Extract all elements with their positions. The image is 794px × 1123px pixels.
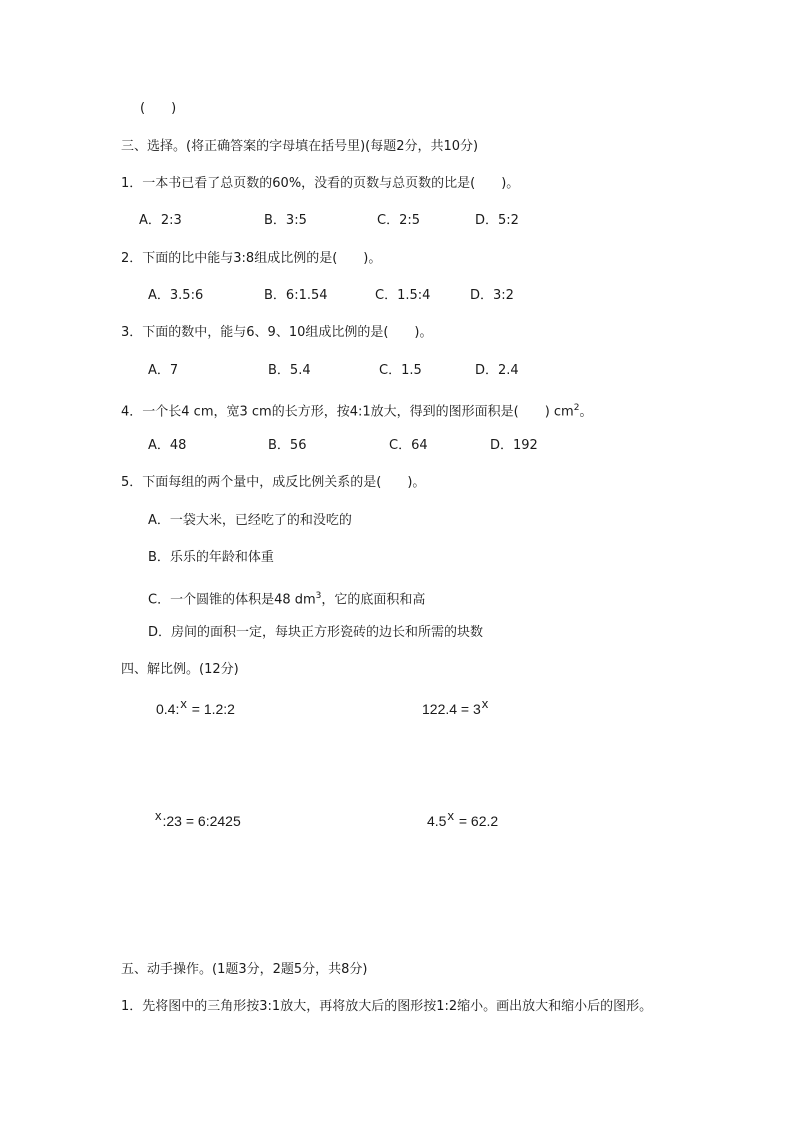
section-4-title: 四、解比例。(12分) [121, 662, 239, 677]
q1-option-c: C．2:5 [377, 213, 420, 228]
q3-option-c: C．1.5 [379, 363, 422, 378]
q1-option-b: B．3:5 [264, 213, 307, 228]
question-3-stem: 3．下面的数中，能与6、9、10组成比例的是( )。 [121, 325, 433, 340]
superscript-3: 3 [315, 591, 322, 601]
q5-option-d: D．房间的面积一定，每块正方形瓷砖的边长和所需的块数 [148, 625, 484, 640]
q2-option-a: A．3.5:6 [148, 288, 204, 303]
q4-option-d: D．192 [490, 438, 538, 453]
equation-4: 4.5x = 62.2 [427, 808, 499, 829]
q5-option-a: A．一袋大米，已经吃了的和没吃的 [148, 513, 352, 528]
q3-option-d: D．2.4 [475, 363, 519, 378]
q2-option-c: C．1.5:4 [375, 288, 431, 303]
q4-option-a: A．48 [148, 438, 187, 453]
question-1-stem: 1．一本书已看了总页数的60%，没看的页数与总页数的比是( )。 [121, 176, 520, 191]
question-5-stem: 5．下面每组的两个量中，成反比例关系的是( )。 [121, 475, 426, 490]
answer-paren: ( ) [140, 101, 177, 116]
question-2-stem: 2．下面的比中能与3:8组成比例的是( )。 [121, 251, 382, 266]
q1-option-a: A．2:3 [139, 213, 182, 228]
question-4-stem: 4．一个长4 cm，宽3 cm的长方形，按4:1放大，得到的图形面积是( ) $cm^2$。 [121, 403, 593, 420]
q3-option-a: A．7 [148, 363, 179, 378]
section-3-title: 三、选择。(将正确答案的字母填在括号里)(每题2分，共10分) [121, 139, 479, 154]
q3-option-b: B．5.4 [268, 363, 311, 378]
q1-option-d: D．5:2 [475, 213, 519, 228]
q2-option-b: B．6:1.54 [264, 288, 328, 303]
equation-2: 122.4 = 3x [422, 696, 489, 717]
section-5-question-1: 1．先将图中的三角形按3:1放大，再将放大后的图形按1:2缩小。画出放大和缩小后的图形。 [121, 999, 653, 1014]
q5-option-b: B．乐乐的年龄和体重 [148, 550, 274, 565]
equation-3: x:23 = 6:2425 [155, 808, 241, 829]
q4-option-c: C．64 [389, 438, 428, 453]
equation-1: 0.4:x = 1.2:2 [156, 696, 235, 717]
superscript-2: 2 [573, 403, 580, 413]
q4-option-b: B．56 [268, 438, 307, 453]
q2-option-d: D．3:2 [470, 288, 514, 303]
q5-option-c: C．一个圆锥的体积是48 $dm^3$，它的底面积和高 [148, 591, 426, 608]
section-5-title: 五、动手操作。(1题3分，2题5分，共8分) [121, 962, 368, 977]
